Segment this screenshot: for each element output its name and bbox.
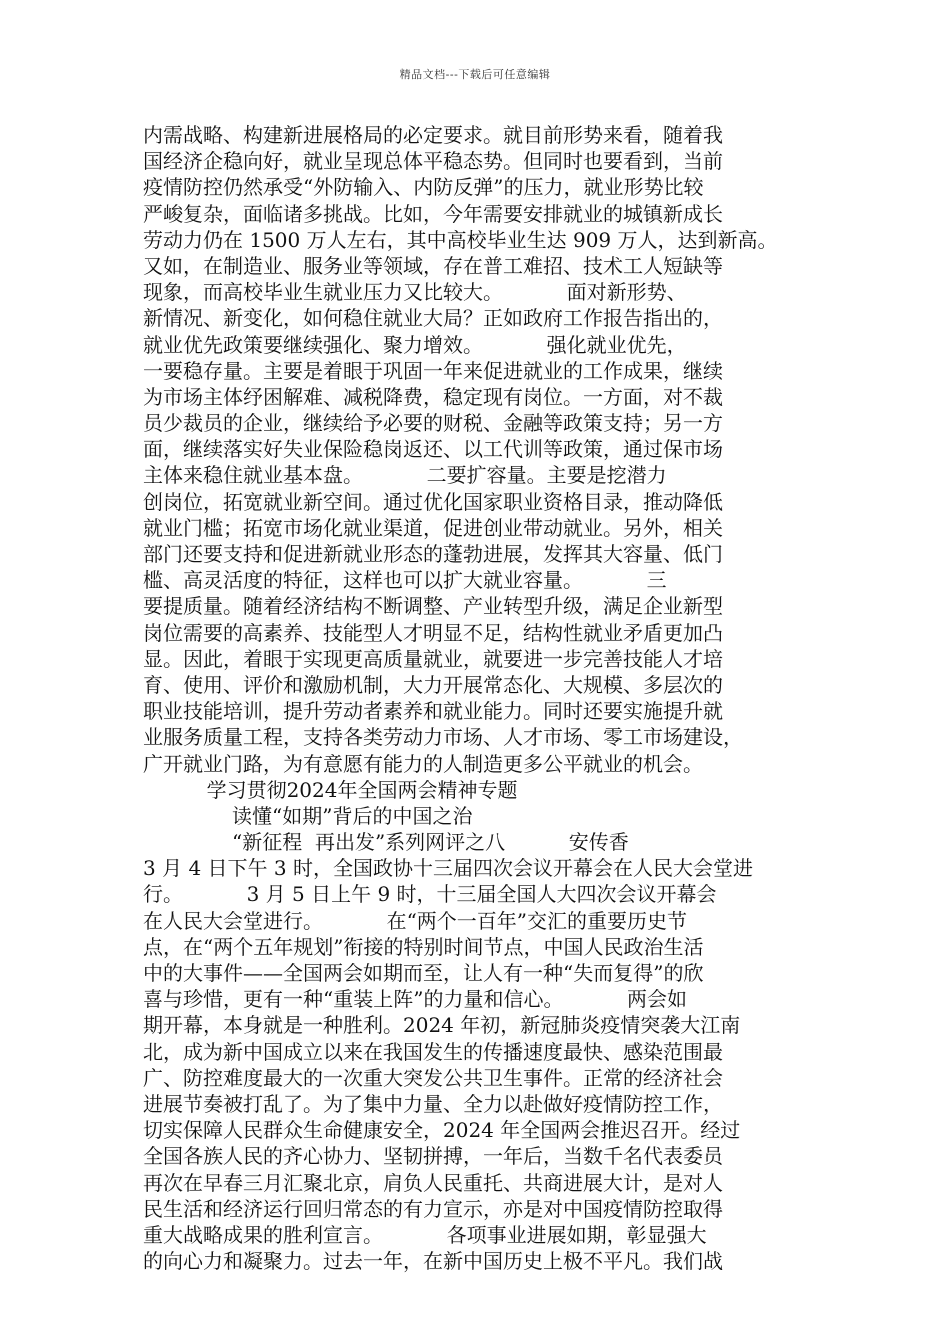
text-line: 重大战略成果的胜利宣言。 各项事业进展如期，彰显强大 (143, 1222, 707, 1247)
page-header: 精品文档---下载后可任意编辑 (399, 68, 551, 81)
text-line: 全国各族人民的齐心协力、坚韧拼搏，一年后，当数千名代表委员 (143, 1144, 723, 1169)
text-line: 的向心力和凝聚力。过去一年，在新中国历史上极不平凡。我们战 (143, 1249, 723, 1274)
text-line: 槛、高灵活度的特征，这样也可以扩大就业容量。 三 (143, 568, 667, 593)
text-line: 严峻复杂，面临诸多挑战。比如，今年需要安排就业的城镇新成长 (143, 201, 723, 226)
text-line: 进展节奏被打乱了。为了集中力量、全力以赴做好疫情防控工作， (143, 1091, 723, 1116)
text-line: 为市场主体纾困解难、减税降费，稳定现有岗位。一方面，对不裁 (143, 384, 723, 409)
text-line: 内需战略、构建新进展格局的必定要求。就目前形势来看，随着我 (143, 123, 723, 147)
text-line: 北，成为新中国成立以来在我国发生的传播速度最快、感染范围最 (143, 1039, 723, 1064)
text-line: 行。 3 月 5 日上午 9 时，十三届全国人大四次会议开幕会 (143, 882, 717, 907)
text-line: 岗位需要的高素养、技能型人才明显不足，结构性就业矛盾更加凸 (143, 620, 723, 645)
text-line: 再次在早春三月汇聚北京，肩负人民重托、共商进展大计，是对人 (143, 1170, 723, 1195)
text-line: 面，继续落实好失业保险稳岗返还、以工代训等政策，通过保市场 (143, 437, 723, 462)
text-line: 中的大事件——全国两会如期而至，让人有一种“失而复得”的欣 (143, 961, 704, 985)
text-line: 创岗位，拓宽就业新空间。通过优化国家职业资格目录，推动降低 (143, 489, 723, 514)
text-line: 就业门槛；拓宽市场化就业渠道，促进创业带动就业。另外，相关 (143, 515, 723, 540)
text-line: 显。因此，着眼于实现更高质量就业，就要进一步完善技能人才培 (143, 646, 723, 671)
article-byline: “新征程 再出发”系列网评之八 安传香 (143, 830, 629, 855)
text-line: 切实保障人民群众生命健康安全，2024 年全国两会推迟召开。经过 (143, 1118, 741, 1143)
text-line: 疫情防控仍然承受“外防输入、内防反弹”的压力，就业形势比较 (143, 175, 704, 200)
text-line: 广、防控难度最大的一次重大突发公共卫生事件。正常的经济社会 (143, 1065, 723, 1090)
text-line: 现象，而高校毕业生就业压力又比较大。 面对新形势、 (143, 280, 687, 305)
text-line: 新情况、新变化，如何稳住就业大局？正如政府工作报告指出的， (143, 306, 723, 331)
text-line: 民生活和经济运行回归常态的有力宣示，亦是对中国疫情防控取得 (143, 1196, 723, 1221)
text-line: 国经济企稳向好，就业呈现总体平稳态势。但同时也要看到，当前 (143, 149, 723, 174)
text-line: 主体来稳住就业基本盘。 二要扩容量。主要是挖潜力 (143, 463, 667, 488)
article-title: 读懂“如期”背后的中国之治 (143, 803, 473, 828)
text-line: 员少裁员的企业，继续给予必要的财税、金融等政策支持；另一方 (143, 411, 723, 436)
text-line: 要提质量。随着经济结构不断调整、产业转型升级，满足企业新型 (143, 594, 723, 619)
text-line: 又如，在制造业、服务业等领域，存在普工难招、技术工人短缺等 (143, 253, 723, 278)
text-line: 在人民大会堂进行。 在“两个一百年”交汇的重要历史节 (143, 908, 688, 933)
text-line: 广开就业门路，为有意愿有能力的人制造更多公平就业的机会。 (143, 751, 703, 776)
text-line: 期开幕，本身就是一种胜利。2024 年初，新冠肺炎疫情突袭大江南 (143, 1013, 741, 1038)
text-line: 就业优先政策要继续强化、聚力增效。 强化就业优先， (143, 332, 687, 357)
section-heading: 学习贯彻2024年全国两会精神专题 (143, 777, 518, 802)
text-line: 部门还要支持和促进新就业形态的蓬勃进展，发挥其大容量、低门 (143, 542, 723, 566)
document-body (143, 122, 808, 1274)
text-line: 劳动力仍在 1500 万人左右，其中高校毕业生达 909 万人，达到新高。 (143, 227, 778, 252)
text-line: 业服务质量工程，支持各类劳动力市场、人才市场、零工市场建设， (143, 725, 743, 750)
text-line: 点，在“两个五年规划”衔接的特别时间节点，中国人民政治生活 (143, 934, 704, 959)
text-line: 喜与珍惜，更有一种“重装上阵”的力量和信心。 两会如 (143, 987, 688, 1012)
text-line: 3 月 4 日下午 3 时，全国政协十三届四次会议开幕会在人民大会堂进 (143, 856, 753, 881)
text-line: 育、使用、评价和激励机制，大力开展常态化、大规模、多层次的 (143, 672, 723, 697)
text-line: 一要稳存量。主要是着眼于巩固一年来促进就业的工作成果，继续 (143, 358, 723, 383)
text-line: 职业技能培训，提升劳动者素养和就业能力。同时还要实施提升就 (143, 699, 723, 724)
